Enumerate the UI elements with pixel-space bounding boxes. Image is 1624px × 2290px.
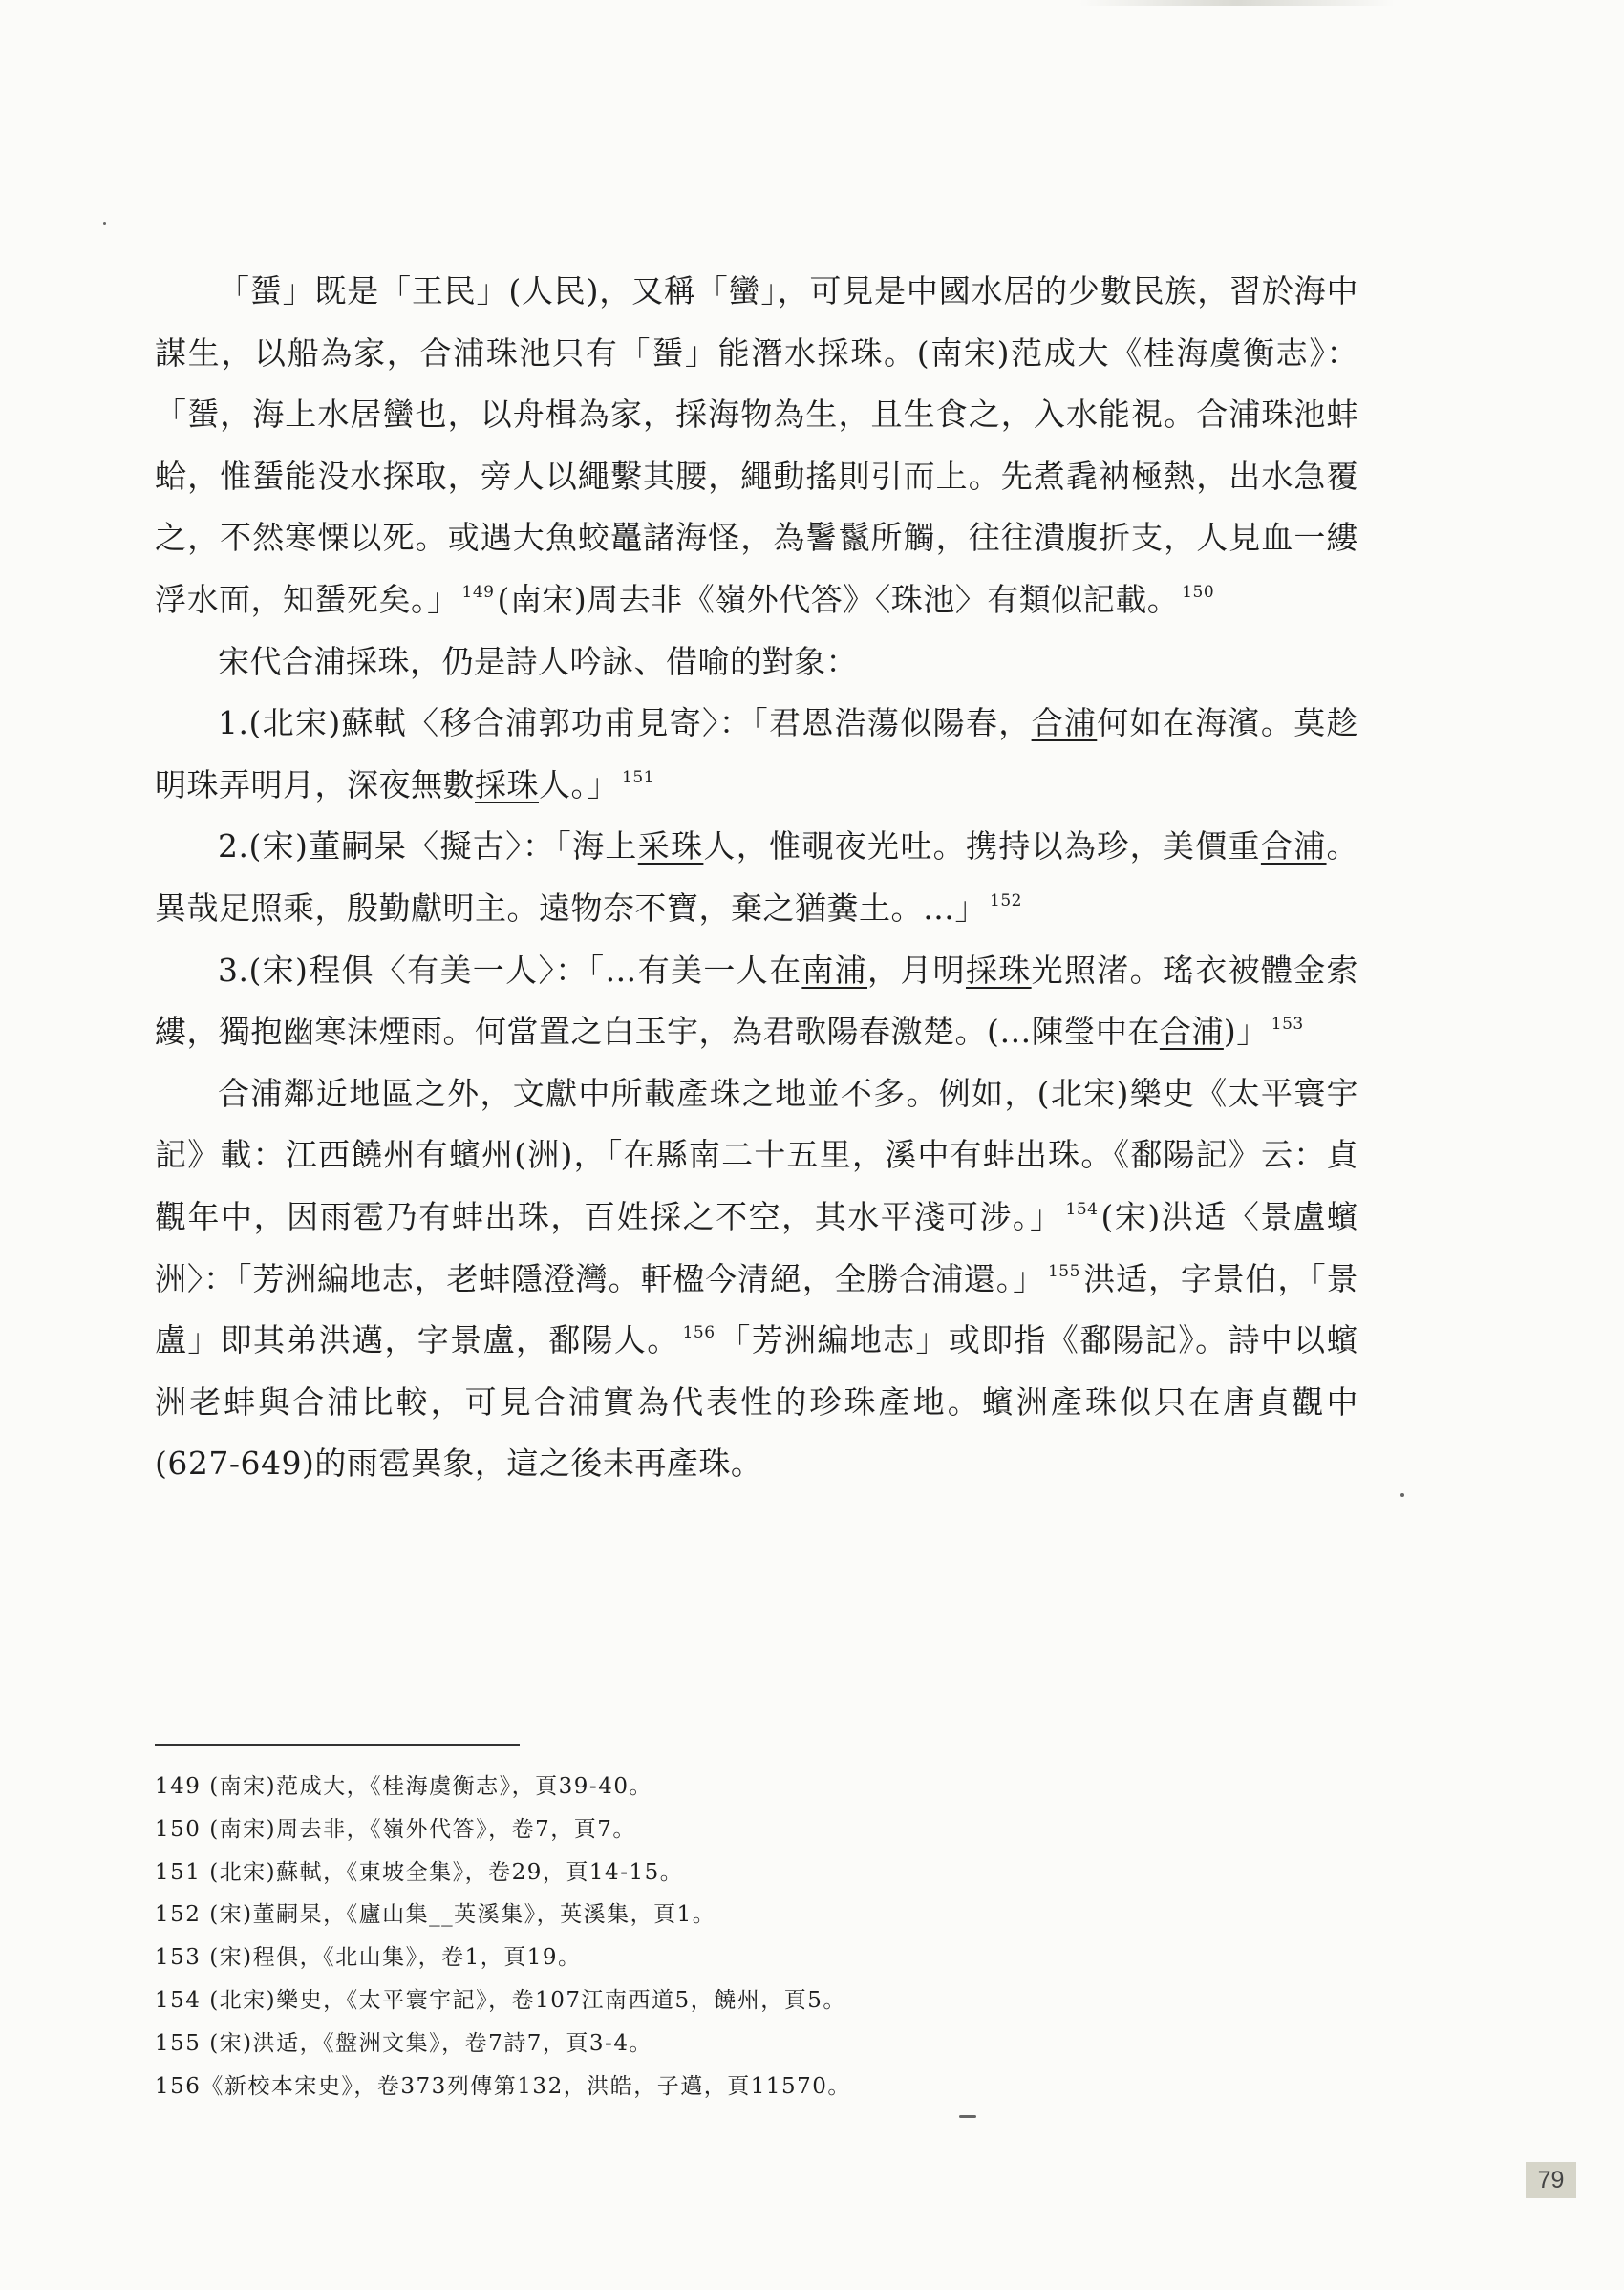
text-run: )」 bbox=[1223, 1013, 1269, 1051]
underlined-term: 南浦 bbox=[801, 951, 868, 989]
text-run: 3.(宋)程俱〈有美一人〉：「…有美一人在 bbox=[218, 951, 802, 989]
body-text bbox=[155, 261, 1358, 1495]
footnote-ref: 150 bbox=[1182, 582, 1215, 602]
paragraph bbox=[155, 1063, 1358, 1495]
paragraph bbox=[155, 940, 1358, 1063]
text-run: 人。」 bbox=[539, 765, 619, 803]
footnote-ref: 155 bbox=[1047, 1261, 1080, 1281]
text-run: 「蜑」既是「王民」(人民)，又稱「蠻」，可見是中國水居的少數民族，習於海中謀生，以船為家，合浦珠池只有「蜑」能潛水採珠。(南宋)范成大《桂海虞衡志》：「蜑，海上水居蠻也，以舟楫為家，採海物為生，且生食之，入水能視。合浦珠池蚌蛤，惟蜑能没水探取，旁人以繩繫其腰，繩動搖則引而上。先煮毳衲極熱，出水急覆之，不然寒慄以死。或遇大魚蛟鼉諸海怪，為鬐鬣所觸，往往潰腹折支，人見血一縷浮水面，知蜑死矣。」 bbox=[155, 272, 1358, 618]
footnote-item: 156《新校本宋史》，卷373列傳第132，洪皓，子邁，頁11570。 bbox=[155, 2073, 851, 2099]
underlined-term: 合浦 bbox=[1031, 704, 1098, 742]
paragraph bbox=[155, 631, 1358, 694]
footnote-ref: 153 bbox=[1271, 1015, 1304, 1035]
text-run: ，月明 bbox=[867, 951, 966, 989]
underlined-term: 采珠 bbox=[637, 827, 704, 866]
footnote-ref: 156 bbox=[682, 1323, 716, 1343]
footnote-item: 155 (宋)洪适，《盤洲文集》，卷7詩7，頁3-4。 bbox=[155, 2030, 652, 2056]
footnote-ref: 151 bbox=[622, 767, 654, 787]
text-run: (南宋)周去非《嶺外代答》〈珠池〉有類似記載。 bbox=[497, 580, 1180, 618]
scan-edge-mark bbox=[1079, 0, 1395, 6]
footnote-item: 152 (宋)董嗣杲，《廬山集__英溪集》，英溪集，頁1。 bbox=[155, 1902, 716, 1928]
scan-speck bbox=[1400, 1493, 1404, 1497]
text-run: 宋代合浦採珠，仍是詩人吟詠、借喻的對象： bbox=[218, 642, 858, 680]
footnote-item: 151 (北宋)蘇軾，《東坡全集》，卷29，頁14-15。 bbox=[155, 1859, 684, 1885]
text-run: 2.(宋)董嗣杲〈擬古〉：「海上 bbox=[218, 827, 638, 866]
footnote-ref: 149 bbox=[461, 582, 495, 602]
text-run: 洪适，字景伯，「景盧」即其弟洪邁，字景盧，鄱陽人。 bbox=[155, 1259, 1359, 1359]
footnote-item: 150 (南宋)周去非，《嶺外代答》，卷7，頁7。 bbox=[155, 1816, 636, 1842]
underlined-term: 採珠 bbox=[965, 951, 1032, 989]
text-run: 合浦鄰近地區之外，文獻中所載產珠之地並不多。例如，(北宋)樂史《太平寰宇記》載：江西饒州有蠙州(洲)，「在縣南二十五里，溪中有蚌出珠。《鄱陽記》云：貞觀年中，因雨雹乃有蚌出珠，百姓採之不空，其水平淺可涉。」 bbox=[155, 1074, 1358, 1235]
text-run: (宋)洪适〈景盧蠙洲〉：「芳洲編地志，老蚌隱澄灣。軒楹今清絕，全勝合浦還。」 bbox=[155, 1197, 1359, 1297]
text-run: 何如在海濱。莫趁明珠弄明月，深夜無數 bbox=[155, 704, 1359, 803]
paragraph bbox=[155, 261, 1358, 631]
underlined-term: 合浦 bbox=[1159, 1013, 1224, 1051]
text-run: 光照渚。瑤衣被體金索縷，獨抱幽寒沫煙雨。何當置之白玉宇，為君歌陽春激楚。(…陳瑩中在 bbox=[155, 951, 1359, 1051]
footnote-ref: 152 bbox=[990, 890, 1022, 910]
footnote-ref: 154 bbox=[1065, 1199, 1099, 1219]
footnote-separator bbox=[155, 1744, 520, 1746]
text-run: 「芳洲編地志」或即指《鄱陽記》。詩中以蠙洲老蚌與合浦比較，可見合浦實為代表性的珍珠產地。蠙洲產珠似只在唐貞觀中(627-649)的雨雹異象，這之後未再產珠。 bbox=[155, 1321, 1359, 1483]
page-number: 79 bbox=[1526, 2162, 1576, 2198]
footnote-item: 149 (南宋)范成大，《桂海虞衡志》，頁39-40。 bbox=[155, 1774, 652, 1799]
text-run: 1.(北宋)蘇軾〈移合浦郭功甫見寄〉：「君恩浩蕩似陽春， bbox=[218, 704, 1032, 742]
underlined-term: 合浦 bbox=[1260, 827, 1327, 866]
footnote-item: 154 (北宋)樂史，《太平寰宇記》，卷107江南西道5，饒州，頁5。 bbox=[155, 1987, 846, 2013]
scan-speck bbox=[103, 222, 106, 225]
paragraph bbox=[155, 693, 1358, 816]
text-run: 。異哉足照乘，殷勤獻明主。遠物奈不寶，棄之猶糞土。…」 bbox=[155, 827, 1359, 927]
underlined-term: 採珠 bbox=[475, 765, 539, 803]
footnote-item: 153 (宋)程俱，《北山集》，卷1，頁19。 bbox=[155, 1945, 582, 1971]
paragraph bbox=[155, 816, 1358, 939]
scan-speck bbox=[959, 2115, 976, 2118]
text-run: 人，惟覗夜光吐。携持以為珍，美價重 bbox=[703, 827, 1261, 866]
footnotes bbox=[155, 1766, 1301, 2108]
